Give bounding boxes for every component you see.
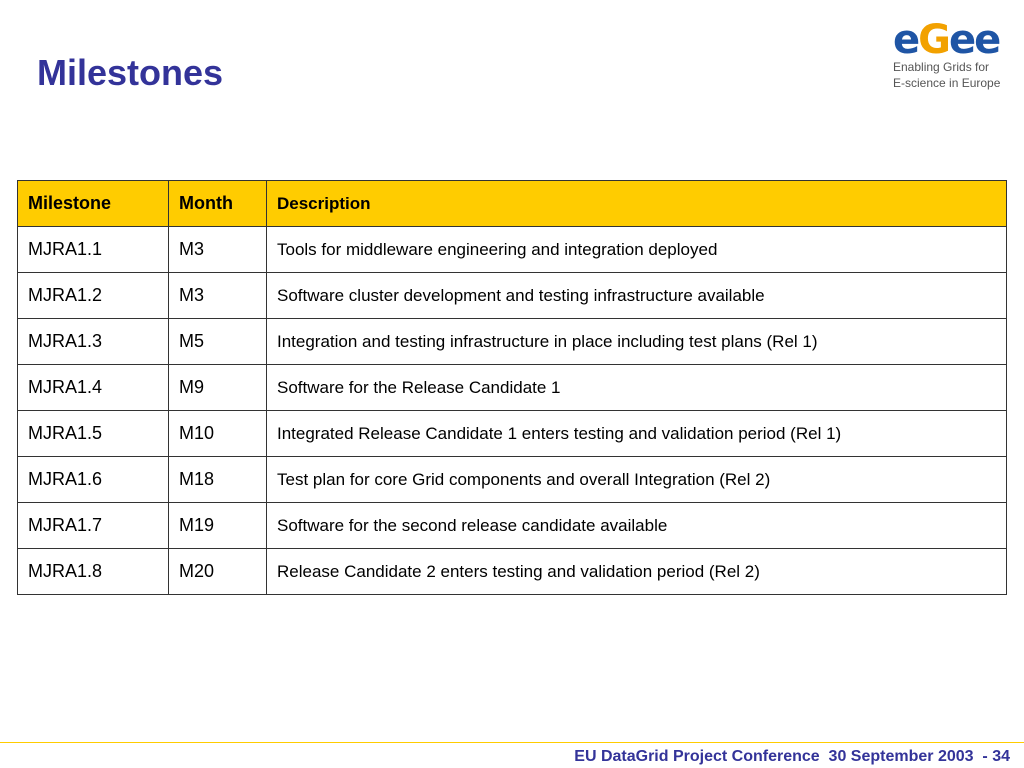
logo-letter: e bbox=[948, 17, 975, 63]
cell-milestone: MJRA1.3 bbox=[18, 319, 169, 365]
footer-divider bbox=[0, 742, 1024, 743]
cell-month: M20 bbox=[169, 549, 267, 595]
footer-text: EU DataGrid Project Conference 30 September 2003 - 34 bbox=[574, 748, 1010, 765]
table-header-row bbox=[18, 181, 1007, 227]
cell-description: Integrated Release Candidate 1 enters testing and validation period (Rel 1) bbox=[267, 411, 1007, 457]
cell-description: Software cluster development and testing infrastructure available bbox=[267, 273, 1007, 319]
cell-description: Test plan for core Grid components and overall Integration (Rel 2) bbox=[267, 457, 1007, 503]
cell-description: Integration and testing infrastructure in place including test plans (Rel 1) bbox=[267, 319, 1007, 365]
egee-logo-word bbox=[893, 17, 1011, 63]
cell-month: M5 bbox=[169, 319, 267, 365]
logo-letter: G bbox=[918, 17, 949, 63]
table-row bbox=[18, 227, 1007, 273]
cell-description: Software for the second release candidate available bbox=[267, 503, 1007, 549]
table-row bbox=[18, 411, 1007, 457]
cell-month: M3 bbox=[169, 227, 267, 273]
table-row bbox=[18, 319, 1007, 365]
cell-milestone: MJRA1.6 bbox=[18, 457, 169, 503]
cell-description: Software for the Release Candidate 1 bbox=[267, 365, 1007, 411]
cell-month: M19 bbox=[169, 503, 267, 549]
cell-milestone: MJRA1.4 bbox=[18, 365, 169, 411]
header-month: Month bbox=[169, 181, 267, 227]
cell-description: Release Candidate 2 enters testing and validation period (Rel 2) bbox=[267, 549, 1007, 595]
cell-milestone: MJRA1.5 bbox=[18, 411, 169, 457]
header-milestone: Milestone bbox=[18, 181, 169, 227]
cell-milestone: MJRA1.2 bbox=[18, 273, 169, 319]
logo-letter: e bbox=[893, 17, 919, 63]
cell-milestone: MJRA1.1 bbox=[18, 227, 169, 273]
table-row bbox=[18, 457, 1007, 503]
cell-milestone: MJRA1.7 bbox=[18, 503, 169, 549]
cell-description: Tools for middleware engineering and integration deployed bbox=[267, 227, 1007, 273]
slide-title: Milestones bbox=[37, 52, 224, 93]
milestones-table bbox=[17, 180, 1007, 595]
cell-month: M3 bbox=[169, 273, 267, 319]
table-row bbox=[18, 365, 1007, 411]
logo-tagline-1: Enabling Grids for bbox=[893, 60, 990, 74]
table-row bbox=[18, 503, 1007, 549]
logo-letter: e bbox=[974, 17, 1000, 63]
cell-month: M10 bbox=[169, 411, 267, 457]
table-row bbox=[18, 549, 1007, 595]
header-description: Description bbox=[267, 181, 1007, 227]
cell-month: M18 bbox=[169, 457, 267, 503]
egee-logo bbox=[893, 17, 1011, 94]
logo-tagline-2: E-science in Europe bbox=[893, 76, 1001, 90]
cell-milestone: MJRA1.8 bbox=[18, 549, 169, 595]
table-row bbox=[18, 273, 1007, 319]
cell-month: M9 bbox=[169, 365, 267, 411]
